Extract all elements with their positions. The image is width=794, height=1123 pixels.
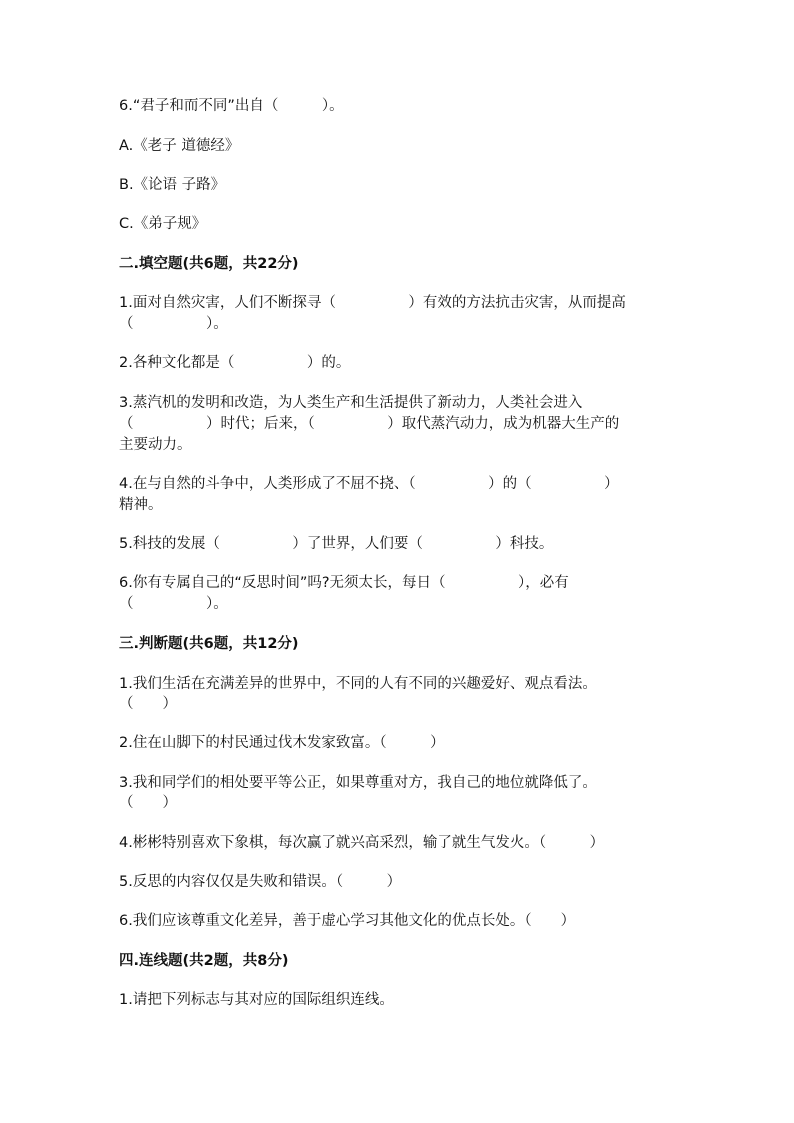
fill-blank-3-line-3: 主要动力。: [119, 437, 192, 453]
matching-1: 1.请把下列标志与其对应的国际组织连线。: [119, 992, 394, 1008]
true-false-2: 2.住在山脚下的村民通过伐木发家致富。（ ）: [119, 735, 445, 751]
option-b: B.《论语 子路》: [119, 177, 226, 193]
true-false-4: 4.彬彬特别喜欢下象棋，每次赢了就兴高采烈，输了就生气发火。（ ）: [119, 835, 605, 851]
true-false-1-line-2: （ ）: [119, 696, 177, 712]
true-false-3-line-2: （ ）: [119, 795, 177, 811]
fill-blank-1-line-2: （ ）。: [119, 316, 228, 332]
section-title-fill-blank: 二.填空题(共6题，共22分): [119, 256, 299, 272]
fill-blank-6-line-1: 6.你有专属自己的“反思时间”吗?无须太长，每日（ ），必有: [119, 575, 569, 591]
fill-blank-6-line-2: （ ）。: [119, 596, 228, 612]
fill-blank-2: 2.各种文化都是（ ）的。: [119, 355, 351, 371]
fill-blank-3-line-1: 3.蒸汽机的发明和改造，为人类生产和生活提供了新动力，人类社会进入: [119, 395, 583, 411]
fill-blank-5: 5.科技的发展（ ）了世界，人们要（ ）科技。: [119, 536, 554, 552]
section-title-true-false: 三.判断题(共6题，共12分): [119, 636, 299, 652]
option-a: A.《老子 道德经》: [119, 138, 240, 154]
fill-blank-4-line-2: 精神。: [119, 497, 163, 513]
true-false-6: 6.我们应该尊重文化差异，善于虚心学习其他文化的优点长处。（ ）: [119, 913, 576, 929]
question-6-text: 6.“君子和而不同”出自（ ）。: [119, 98, 344, 114]
option-c: C.《弟子规》: [119, 216, 207, 232]
fill-blank-3-line-2: （ ）时代；后来，（ ）取代蒸汽动力，成为机器大生产的: [119, 416, 620, 432]
true-false-1-line-1: 1.我们生活在充满差异的世界中，不同的人有不同的兴趣爱好、观点看法。: [119, 676, 597, 692]
section-title-matching: 四.连线题(共2题，共8分): [119, 953, 289, 969]
fill-blank-4-line-1: 4.在与自然的斗争中，人类形成了不屈不挠、（ ）的（ ）: [119, 476, 619, 492]
fill-blank-1-line-1: 1.面对自然灾害，人们不断探寻（ ）有效的方法抗击灾害，从而提高: [119, 295, 626, 311]
true-false-5: 5.反思的内容仅仅是失败和错误。（ ）: [119, 874, 402, 890]
true-false-3-line-1: 3.我和同学们的相处要平等公正，如果尊重对方，我自己的地位就降低了。: [119, 775, 597, 791]
